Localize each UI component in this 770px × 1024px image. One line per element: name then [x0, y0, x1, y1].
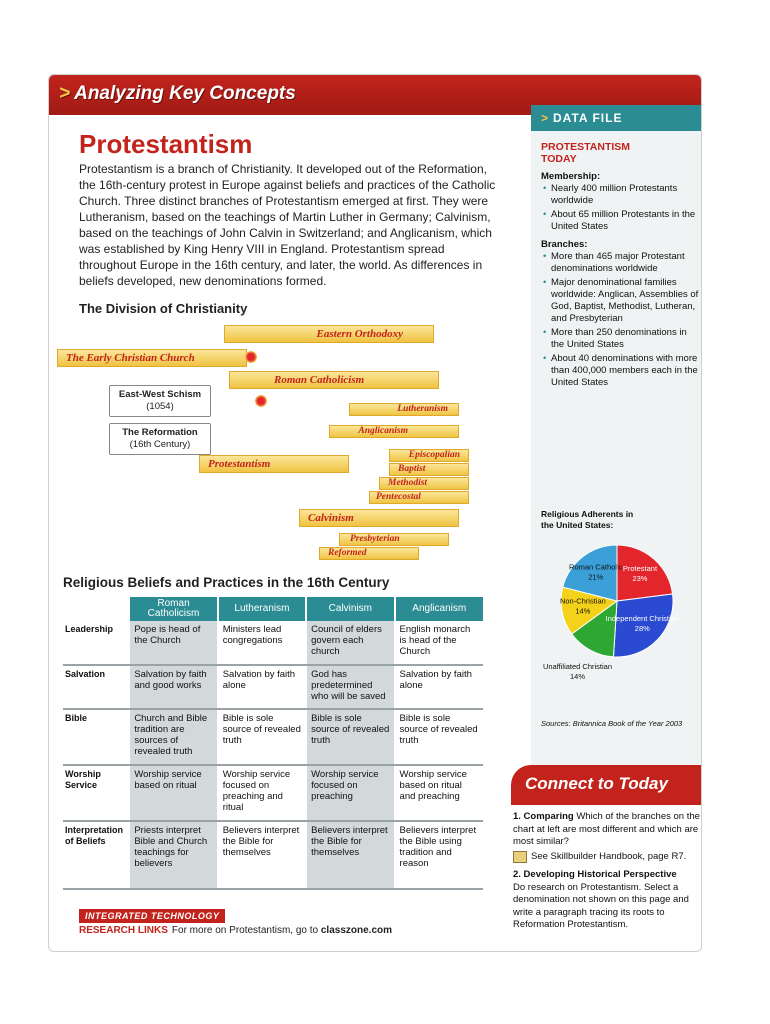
col-header: Anglicanism — [395, 597, 483, 621]
list-item: • About 65 million Protestants in the United States — [541, 209, 701, 233]
row-header: Interpretation of Beliefs — [63, 821, 129, 889]
table-cell: Council of elders govern each church — [306, 621, 394, 665]
band-pentecostal: Pentecostal — [369, 491, 469, 504]
research-label: RESEARCH LINKS — [79, 925, 168, 936]
table-cell: Worship service focused on preaching — [306, 765, 394, 821]
table-cell: Believers interpret the Bible using tradition and reason — [395, 821, 483, 889]
band-presbyterian: Presbyterian — [339, 533, 449, 546]
table-cell: English monarch is head of the Church — [395, 621, 483, 665]
table-cell: Salvation by faith alone — [395, 665, 483, 709]
list-item: • Major denominational families worldwide: Anglican, Assemblies of God, Baptist, Methodist, Lutheran, and Presbyterian — [541, 277, 701, 325]
row-header: Salvation — [63, 665, 129, 709]
table-header-row — [63, 597, 483, 621]
burst-icon — [245, 351, 257, 363]
connect-title: Connect to Today — [525, 774, 668, 793]
band-baptist: Baptist — [389, 463, 469, 476]
research-links — [79, 925, 392, 936]
integrated-technology-badge: INTEGRATED TECHNOLOGY — [79, 909, 225, 923]
list-item: • About 40 denominations with more than 400,000 members each in the United States — [541, 353, 701, 389]
pie-chart-area — [531, 535, 702, 705]
pie-source: Sources: Britannica Book of the Year 2003 — [541, 719, 683, 728]
membership-heading: Membership: — [541, 171, 601, 182]
page-title: Protestantism — [79, 129, 253, 159]
question-2: 2. Developing Historical Perspective Do research on Protestantism. Select a denomination not shown on this page and write a paragraph tracing its roots to Reformation Protestantism. — [513, 869, 689, 930]
pie-label: Unaffiliated Christian — [542, 661, 613, 671]
beliefs-table — [63, 597, 483, 890]
table-title: Religious Beliefs and Practices in the 16th Century — [63, 575, 390, 590]
pie-value: 23% — [632, 573, 648, 583]
research-link[interactable]: classzone.com — [320, 925, 393, 936]
table-row — [63, 709, 483, 765]
list-item: • More than 250 denominations in the United States — [541, 327, 701, 351]
pie-label: Non-Christian — [559, 596, 606, 606]
schism-label — [109, 385, 211, 417]
row-header: Leadership — [63, 621, 129, 665]
sidebar-body — [541, 171, 701, 391]
data-file-label: DATA FILE — [553, 111, 623, 125]
pie-value: 14% — [575, 606, 591, 616]
research-text: For more on Protestantism, go to — [171, 925, 319, 936]
reformation-title: The Reformation — [122, 427, 198, 438]
connect-to-today-banner — [511, 765, 702, 805]
list-item: • More than 465 major Protestant denominations worldwide — [541, 251, 701, 275]
row-header: Bible — [63, 709, 129, 765]
reformation-date: (16th Century) — [129, 439, 191, 450]
band-reformed: Reformed — [319, 547, 419, 560]
band-eastern-orthodoxy: Eastern Orthodoxy — [224, 325, 434, 343]
skillbuilder-ref: See Skillbuilder Handbook, page R7. — [513, 851, 701, 864]
table-cell: Worship service focused on preaching and ritual — [218, 765, 306, 821]
diagram-title: The Division of Christianity — [79, 301, 248, 316]
banner-title: Analyzing Key Concepts — [74, 83, 296, 104]
division-diagram — [49, 315, 509, 565]
data-file-header — [531, 105, 702, 131]
col-header: Lutheranism — [218, 597, 306, 621]
schism-title: East-West Schism — [118, 389, 202, 400]
col-header: Roman Catholicism — [129, 597, 217, 621]
burst-icon — [255, 395, 267, 407]
pie-value: 28% — [634, 623, 650, 633]
band-protestantism: Protestantism — [199, 455, 349, 473]
table-cell: Bible is sole source of revealed truth — [306, 709, 394, 765]
pie-label: Protestant — [622, 563, 658, 573]
pie-label: Independent Christian — [605, 613, 680, 623]
table-cell: Church and Bible tradition are sources of revealed truth — [129, 709, 217, 765]
band-roman-catholicism: Roman Catholicism — [229, 371, 439, 389]
table-row — [63, 821, 483, 889]
book-icon — [513, 851, 527, 863]
textbook-page — [48, 74, 702, 952]
table-cell: Worship service based on ritual and preaching — [395, 765, 483, 821]
table-cell: Worship service based on ritual — [129, 765, 217, 821]
table-cell: Pope is head of the Church — [129, 621, 217, 665]
sidebar-title: PROTESTANTISM TODAY — [541, 141, 631, 165]
band-methodist: Methodist — [379, 477, 469, 490]
chevron-right-icon: > — [59, 83, 71, 104]
band-calvinism: Calvinism — [299, 509, 459, 527]
table-cell: Believers interpret the Bible for themselves — [218, 821, 306, 889]
row-header: Worship Service — [63, 765, 129, 821]
pie-label: Roman Catholic — [569, 562, 623, 572]
band-anglicanism: Anglicanism — [329, 425, 459, 438]
pie-chart — [531, 535, 702, 705]
branches-heading: Branches: — [541, 239, 588, 250]
chevron-right-icon: > — [541, 111, 550, 125]
table-row — [63, 665, 483, 709]
col-header: Calvinism — [306, 597, 394, 621]
data-file-sidebar — [531, 105, 702, 781]
schism-date: (1054) — [146, 401, 174, 412]
table-cell: Salvation by faith and good works — [129, 665, 217, 709]
band-early-church: The Early Christian Church — [57, 349, 247, 367]
table-cell: Salvation by faith alone — [218, 665, 306, 709]
pie-value: 14% — [569, 671, 586, 681]
table-cell: Bible is sole source of revealed truth — [218, 709, 306, 765]
reformation-label — [109, 423, 211, 455]
pie-value: 21% — [588, 572, 604, 582]
intro-paragraph: Protestantism is a branch of Christianity. It developed out of the Reformation, the 16th-century protest in Europe against beliefs and practices of the Catholic Church. Three distinct branches of Protestantism emerged at first. They were Lutheranism, based on the teachings of Martin Luther in Germany; Calvinism, based on the teachings of John Calvin in Switzerland; and Anglicanism, which was established by King Henry VIII in England. Protestantism spread throughout Europe in the 16th century, and later, the world. As differences in beliefs developed, new denominations formed. — [79, 162, 496, 288]
table-cell: God has predetermined who will be saved — [306, 665, 394, 709]
table-cell: Priests interpret Bible and Church teachings for believers — [129, 821, 217, 889]
table-cell: Bible is sole source of revealed truth — [395, 709, 483, 765]
connect-questions — [513, 811, 701, 938]
table-cell: Believers interpret the Bible for themselves — [306, 821, 394, 889]
table-row — [63, 765, 483, 821]
band-episcopalian: Episcopalian — [389, 449, 469, 462]
table-cell: Ministers lead congregations — [218, 621, 306, 665]
table-row — [63, 621, 483, 665]
question-1: 1. Comparing Which of the branches on the chart at left are most different and which are most similar? See Skillbuilder Handbook, page R7. — [513, 811, 700, 862]
band-lutheranism: Lutheranism — [349, 403, 459, 416]
pie-title: Religious Adherents in the United States: — [541, 509, 634, 530]
list-item: • Nearly 400 million Protestants worldwide — [541, 183, 701, 207]
